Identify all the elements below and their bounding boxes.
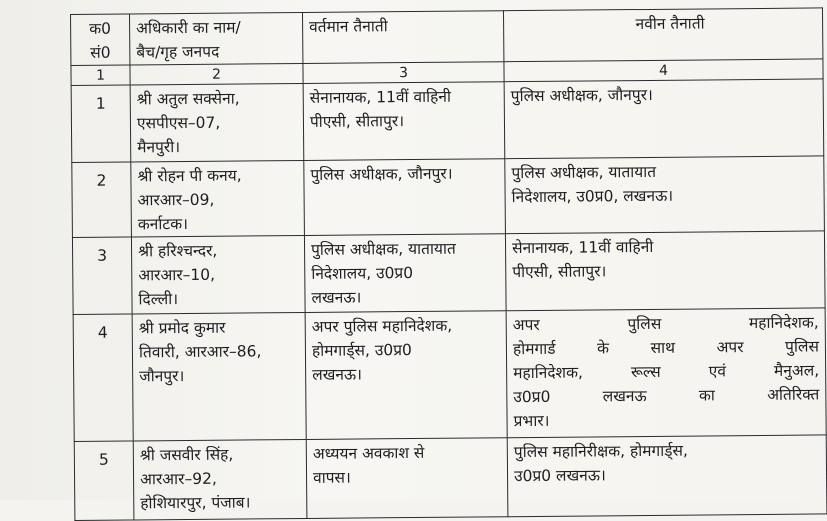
header-serial: क0 सं0 [71, 14, 130, 66]
officer-cell: श्री हरिश्चन्दर, आरआर–10, दिल्ली। [131, 235, 305, 314]
column-number: 1 [71, 65, 130, 86]
current-posting-cell: पुलिस अधीक्षक, जौनपुर। [304, 159, 506, 236]
officer-cell: श्री अतुल सक्सेना, एसपीएस–07, मैनपुरी। [130, 83, 304, 162]
current-posting-cell: अपर पुलिस महानिदेशक, होमगार्ड्स, उ0प्र0 लखनऊ। [305, 311, 507, 440]
serial-number: 1 [71, 85, 131, 163]
current-posting-cell: सेनानायक, 11वीं वाहिनी पीएसी, सीतापुर। [303, 82, 505, 161]
serial-number: 4 [73, 314, 133, 442]
new-posting-cell: पुलिस अधीक्षक, यातायात निदेशालय, उ0प्र0, लखनऊ। [505, 156, 825, 234]
header-current-posting: वर्तमान तैनाती [302, 11, 503, 64]
column-number: 4 [504, 59, 823, 82]
transfer-table [70, 7, 827, 521]
table-row [74, 435, 827, 521]
serial-number: 2 [72, 162, 132, 238]
table-header-row [71, 8, 823, 66]
table-row [72, 231, 825, 315]
header-officer: अधिकारी का नाम/ बैच/गृह जनपद [130, 12, 303, 65]
officer-cell: श्री प्रमोद कुमार तिवारी, आरआर–86, जौनपुर। [132, 312, 306, 441]
new-posting-cell: पुलिस महानिरीक्षक, होमगार्ड्स, उ0प्र0 लखनऊ। [507, 435, 827, 517]
new-posting-cell: सेनानायक, 11वीं वाहिनी पीएसी, सीतापुर। [505, 231, 825, 311]
officer-cell: श्री जसवीर सिंह, आरआर–92, होशियारपुर, पंजाब। [133, 439, 307, 520]
header-new-posting: नवीन तैनाती [503, 8, 822, 62]
table-row [71, 79, 824, 163]
officer-cell: श्री रोहन पी कनय, आरआर–09, कर्नाटक। [131, 160, 305, 237]
current-posting-cell: पुलिस अधीक्षक, यातायात निदेशालय, उ0प्र0 लखनऊ। [304, 234, 506, 313]
column-number: 2 [130, 63, 303, 85]
column-number: 3 [303, 62, 504, 84]
serial-number: 3 [72, 237, 132, 315]
new-posting-cell: पुलिस अधीक्षक, जौनपुर। [504, 79, 824, 159]
table-row [73, 308, 826, 442]
current-posting-cell: अध्ययन अवकाश से वापस। [306, 438, 508, 519]
serial-number: 5 [74, 441, 134, 521]
table-row [72, 156, 825, 238]
new-posting-cell: अपर पुलिस महानिदेशक, होमगार्ड के साथ अपर पुलिस महानिदेशक, रूल्स एवं मैनुअल, उ0प्र0 लखनऊ का अतिरिक्त प्रभार। [506, 308, 826, 438]
